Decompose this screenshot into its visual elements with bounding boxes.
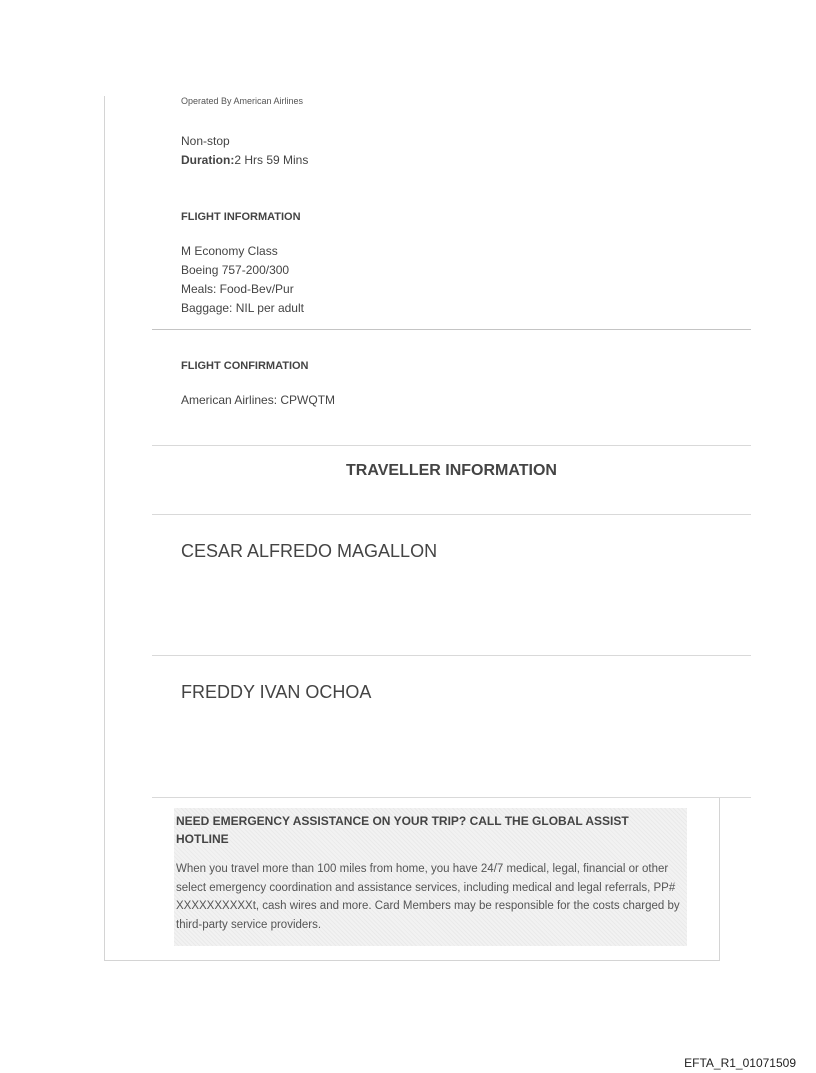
emergency-assistance-box xyxy=(174,808,687,946)
document-page-id: EFTA_R1_01071509 xyxy=(684,1056,796,1070)
meals-info: Meals: Food-Bev/Pur xyxy=(181,282,294,296)
duration-value: 2 Hrs 59 Mins xyxy=(234,153,309,167)
stops-text: Non-stop xyxy=(181,134,230,148)
section-divider xyxy=(152,655,751,656)
aircraft-type: Boeing 757-200/300 xyxy=(181,263,290,277)
flight-confirmation-title: FLIGHT CONFIRMATION xyxy=(181,360,309,372)
flight-information-title: FLIGHT INFORMATION xyxy=(181,211,301,223)
traveller-information-heading: TRAVELLER INFORMATION xyxy=(346,462,557,479)
frame-right-border xyxy=(719,798,720,961)
emergency-body: When you travel more than 100 miles from home, you have 24/7 medical, legal, financial or other select emergency coordination and assistance services, including medical and legal referrals, PP# XXXXXXXXXXt, cash wires and more. Card Members may be responsible for the costs charged by third-party service providers. xyxy=(176,863,680,931)
traveller-name: CESAR ALFREDO MAGALLON xyxy=(181,541,438,561)
section-divider xyxy=(152,329,751,330)
baggage-info: Baggage: NIL per adult xyxy=(181,301,304,315)
traveller-name: FREDDY IVAN OCHOA xyxy=(181,682,372,702)
frame-bottom-border xyxy=(104,960,720,961)
operated-by-text: Operated By American Airlines xyxy=(181,96,304,106)
duration-label: Duration: xyxy=(181,153,235,167)
frame-left-border xyxy=(104,96,105,961)
section-divider xyxy=(152,514,751,515)
emergency-title: NEED EMERGENCY ASSISTANCE ON YOUR TRIP? CALL THE GLOBAL ASSIST HOTLINE xyxy=(176,814,629,846)
duration-text xyxy=(181,153,308,167)
flight-class: M Economy Class xyxy=(181,244,278,258)
section-divider xyxy=(152,797,751,798)
confirmation-code: American Airlines: CPWQTM xyxy=(181,393,336,407)
section-divider xyxy=(152,445,751,446)
